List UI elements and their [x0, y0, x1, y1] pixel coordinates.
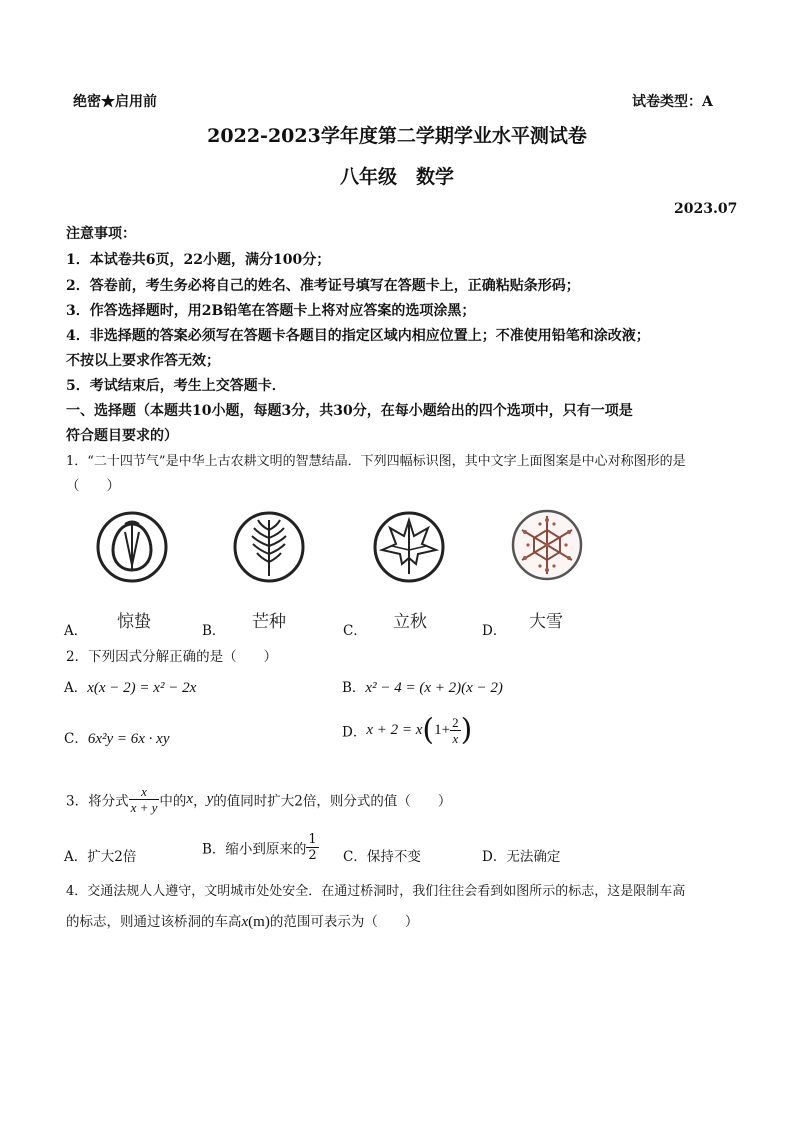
icon-label-b: 芒种 [252, 612, 286, 632]
ladybug-icon [95, 510, 169, 584]
q3-var-y: y [206, 791, 214, 807]
icon-label-a: 惊蛰 [117, 612, 151, 632]
notice-item: 2．答卷前，考生务必将自己的姓名、准考证号填写在答题卡上，正确粘贴条形码； [66, 278, 580, 294]
confidential-label: 绝密★启用前 [73, 94, 157, 110]
q3-stem [66, 784, 451, 815]
section-heading-cont: 符合题目要求的） [66, 428, 178, 444]
q4-stem-cont [66, 910, 418, 931]
section-heading: 一、选择题（本题共10小题，每题3分，共30分，在每小题给出的四个选项中，只有一项是 [66, 403, 633, 419]
q2-d-fraction [450, 715, 461, 746]
q2-d-lhs: x + 2 = x [366, 722, 423, 738]
q2-a-expr: x(x − 2) = x² − 2x [87, 680, 197, 696]
notice-item: 不按以上要求作答无效； [66, 353, 220, 369]
leaf-icon [372, 510, 446, 584]
notice-heading: 注意事项： [66, 226, 136, 242]
q4-var-x: x [241, 914, 249, 930]
q2-d-left-paren: ( [422, 712, 435, 748]
notice-item: 1．本试卷共6页，22小题，满分100分； [66, 252, 331, 268]
exam-title: 2022-2023学年度第二学期学业水平测试卷 [207, 125, 587, 147]
notice-item: 5．考试结束后，考生上交答题卡． [66, 378, 286, 394]
q2-option-b [342, 676, 503, 697]
q3-b-den: 2 [308, 848, 317, 863]
snowflake-icon [510, 508, 584, 582]
q2-option-c [64, 727, 170, 748]
option-c-letter: C． [343, 623, 367, 639]
q3-b-pre: B．缩小到原来的 [202, 841, 307, 858]
q2-option-d [342, 712, 473, 748]
q3-var-x: x [186, 791, 194, 807]
q2-c-letter: C． [64, 731, 88, 747]
q2-d-one: 1+ [434, 722, 451, 738]
option-d-letter: D． [482, 623, 507, 639]
q2-b-expr: x² − 4 = (x + 2)(x − 2) [365, 680, 503, 696]
q4-line2-pre: 的标志，则通过该桥洞的车高 [66, 914, 242, 930]
q3-post: 的值同时扩大2倍，则分式的值（ ） [213, 793, 452, 810]
icon-label-c: 立秋 [393, 612, 427, 632]
q3-comma: ， [193, 793, 207, 810]
q4-unit: (m) [248, 914, 270, 930]
q3-b-num: 1 [308, 832, 317, 847]
q1-stem: 1．“二十四节气”是中华上古农耕文明的智慧结晶．下列四幅标识图，其中文字上面图案是中心对称图形的是 [66, 454, 686, 469]
q2-d-den: x [452, 731, 459, 746]
q2-d-num: 2 [452, 715, 459, 730]
option-b-letter: B． [202, 623, 226, 639]
q3-mid: 中的 [159, 793, 187, 810]
q2-a-letter: A． [64, 680, 88, 696]
q4-line2-post: 的范围可表示为（ ） [269, 914, 419, 930]
q3-option-b [202, 832, 319, 863]
option-a-letter: A． [64, 623, 88, 639]
icon-label-d: 大雪 [529, 612, 563, 632]
notice-item: 4．非选择题的答案必须写在答题卡各题目的指定区域内相应位置上；不准使用铅笔和涂改液； [66, 328, 650, 344]
q3-fraction [129, 784, 160, 815]
q3-b-fraction [306, 832, 318, 863]
q2-c-expr: 6x²y = 6x · xy [87, 731, 170, 747]
q2-d-letter: D． [342, 724, 367, 741]
wheat-icon [232, 510, 306, 584]
q2-stem: 2．下列因式分解正确的是（ ） [66, 649, 278, 665]
q3-option-a: A．扩大2倍 [64, 849, 137, 865]
notice-item: 3．作答选择题时，用2B铅笔在答题卡上将对应答案的选项涂黑； [66, 303, 476, 319]
q3-pre: 3．将分式 [66, 793, 129, 810]
q3-den: x + y [130, 800, 158, 815]
q3-option-d: D．无法确定 [482, 849, 561, 865]
q2-option-a [64, 676, 196, 697]
q2-b-letter: B． [342, 680, 366, 696]
paper-type-label: 试卷类型：A [632, 94, 713, 110]
exam-subtitle: 八年级 数学 [339, 166, 454, 188]
q4-stem: 4．交通法规人人遵守，文明城市处处安全．在通过桥洞时，我们往往会看到如图所示的标志，这是限制车高 [66, 884, 686, 899]
q3-num: x [129, 784, 160, 800]
q2-d-right-paren: ) [460, 712, 473, 748]
q3-option-c: C．保持不变 [343, 849, 421, 865]
exam-date: 2023.07 [674, 201, 738, 217]
q1-stem-paren: （ ） [66, 478, 120, 494]
